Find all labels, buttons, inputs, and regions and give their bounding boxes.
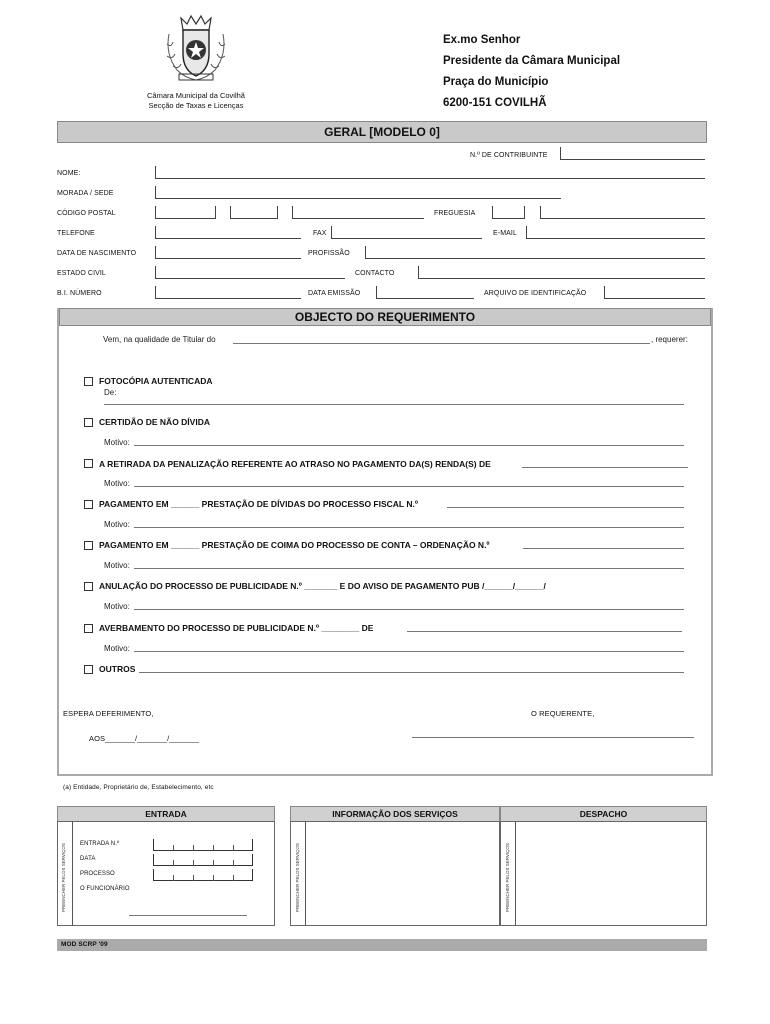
info-servicos-box[interactable]	[290, 821, 500, 926]
entrada-n-label: ENTRADA N.º	[80, 841, 120, 847]
data-emissao-field[interactable]	[376, 286, 474, 299]
codigo-postal-field-2[interactable]	[230, 206, 278, 219]
contribuinte-field[interactable]	[560, 147, 705, 160]
municipal-crest-icon	[163, 14, 229, 84]
estado-civil-field[interactable]	[155, 266, 345, 279]
nascimento-field[interactable]	[155, 246, 301, 259]
info-side-label: PREENCHER PELOS SERVIÇOS	[295, 843, 300, 912]
checkbox-pagamento-fiscal[interactable]	[84, 500, 93, 509]
nome-label: NOME:	[57, 170, 81, 177]
localidade-field[interactable]	[292, 206, 424, 219]
penalizacao-motivo-label: Motivo:	[104, 479, 130, 488]
freguesia-field-1[interactable]	[492, 206, 525, 219]
checkbox-fotocopia[interactable]	[84, 377, 93, 386]
despacho-header: DESPACHO	[500, 806, 707, 822]
info-side-divider	[305, 821, 306, 926]
email-field[interactable]	[526, 226, 705, 239]
section-geral-title: GERAL [MODELO 0]	[57, 121, 707, 143]
box-tick	[213, 875, 214, 881]
section-objecto-title: OBJECTO DO REQUERIMENTO	[59, 308, 711, 326]
box-tick	[193, 845, 194, 851]
box-tick	[173, 860, 174, 866]
penalizacao-label: A RETIRADA DA PENALIZAÇÃO REFERENTE AO ATRASO NO PAGAMENTO DA(S) RENDA(S) DE	[99, 459, 491, 469]
box-tick	[193, 860, 194, 866]
pagamento-fiscal-motivo-label: Motivo:	[104, 520, 130, 529]
nome-field[interactable]	[155, 166, 705, 179]
pagamento-fiscal-line[interactable]	[447, 507, 684, 508]
averbamento-motivo-line[interactable]	[134, 651, 684, 652]
morada-label: MORADA / SEDE	[57, 190, 114, 197]
checkbox-certidao[interactable]	[84, 418, 93, 427]
espera-deferimento: ESPERA DEFERIMENTO,	[63, 709, 154, 718]
anulacao-label: ANULAÇÃO DO PROCESSO DE PUBLICIDADE N.º _______ E DO AVISO DE PAGAMENTO PUB /______/______/	[99, 581, 546, 591]
box-tick	[233, 860, 234, 866]
codigo-postal-field-1[interactable]	[155, 206, 216, 219]
addressee-line-4: 6200-151 COVILHÃ	[443, 97, 547, 109]
certidao-motivo-line[interactable]	[134, 445, 684, 446]
funcionario-label: O FUNCIONÁRIO	[80, 886, 130, 892]
box-tick	[213, 845, 214, 851]
codigo-postal-label: CÓDIGO POSTAL	[57, 210, 116, 217]
entrada-side-divider	[72, 821, 73, 926]
model-code: MOD SCRP '09	[61, 941, 108, 948]
entrada-side-label: PREENCHER PELOS SERVIÇOS	[61, 843, 66, 912]
anulacao-motivo-line[interactable]	[134, 609, 684, 610]
funcionario-signature-line[interactable]	[129, 915, 247, 916]
checkbox-averbamento[interactable]	[84, 624, 93, 633]
penalizacao-line[interactable]	[522, 467, 688, 468]
intro-text: Vem, na qualidade de Titular do	[103, 335, 216, 344]
contacto-label: CONTACTO	[355, 270, 395, 277]
contacto-field[interactable]	[418, 266, 705, 279]
profissao-field[interactable]	[365, 246, 705, 259]
box-tick	[233, 875, 234, 881]
pagamento-coima-line[interactable]	[523, 548, 684, 549]
averbamento-label: AVERBAMENTO DO PROCESSO DE PUBLICIDADE N.º ________ DE	[99, 623, 374, 633]
telefone-label: TELEFONE	[57, 230, 95, 237]
box-tick	[193, 875, 194, 881]
aos-date: AOS_______/_______/_______	[89, 734, 200, 743]
certidao-label: CERTIDÃO DE NÃO DÍVIDA	[99, 417, 210, 427]
telefone-field[interactable]	[155, 226, 301, 239]
fotocopia-line[interactable]	[104, 404, 684, 405]
pagamento-coima-motivo-label: Motivo:	[104, 561, 130, 570]
arquivo-field[interactable]	[604, 286, 705, 299]
box-tick	[173, 875, 174, 881]
pagamento-coima-label: PAGAMENTO EM ______ PRESTAÇÃO DE COIMA DO PROCESSO DE CONTA – ORDENAÇÃO N.º	[99, 540, 490, 550]
despacho-side-divider	[515, 821, 516, 926]
box-tick	[233, 845, 234, 851]
box-tick	[173, 845, 174, 851]
checkbox-outros[interactable]	[84, 665, 93, 674]
outros-label: OUTROS	[99, 664, 136, 674]
fax-label: FAX	[313, 230, 327, 237]
addressee-line-3: Praça do Município	[443, 76, 549, 88]
averbamento-line[interactable]	[407, 631, 682, 632]
despacho-box[interactable]	[500, 821, 707, 926]
pagamento-fiscal-label: PAGAMENTO EM ______ PRESTAÇÃO DE DÍVIDAS DO PROCESSO FISCAL N.º	[99, 499, 418, 509]
o-requerente: O REQUERENTE,	[531, 709, 595, 718]
contribuinte-label: N.º DE CONTRIBUINTE	[470, 152, 548, 159]
averbamento-motivo-label: Motivo:	[104, 644, 130, 653]
morada-field[interactable]	[155, 186, 561, 199]
certidao-motivo-label: Motivo:	[104, 438, 130, 447]
despacho-side-label: PREENCHER PELOS SERVIÇOS	[505, 843, 510, 912]
processo-boxes[interactable]	[153, 869, 253, 881]
email-label: E-MAIL	[493, 230, 517, 237]
nascimento-label: DATA DE NASCIMENTO	[57, 250, 137, 257]
arquivo-label: ARQUIVO DE IDENTIFICAÇÃO	[484, 290, 587, 297]
profissao-label: PROFISSÃO	[308, 250, 350, 257]
bi-label: B.I. NÚMERO	[57, 290, 102, 297]
footnote: (a) Entidade, Proprietário de, Estabelecimento, etc	[63, 784, 214, 791]
freguesia-label: FREGUESIA	[434, 210, 476, 217]
fotocopia-label: FOTOCÓPIA AUTENTICADA	[99, 376, 213, 386]
data-boxes[interactable]	[153, 854, 253, 866]
freguesia-field-2[interactable]	[540, 206, 705, 219]
pagamento-coima-motivo-line[interactable]	[134, 568, 684, 569]
titular-line[interactable]	[233, 343, 650, 344]
data-label: DATA	[80, 856, 96, 862]
org-department: Secção de Taxas e Licenças	[148, 101, 244, 110]
pagamento-fiscal-motivo-line[interactable]	[134, 527, 684, 528]
box-tick	[213, 860, 214, 866]
entrada-n-boxes[interactable]	[153, 839, 253, 851]
org-name: Câmara Municipal da Covilhã	[147, 91, 245, 100]
fax-field[interactable]	[331, 226, 482, 239]
penalizacao-motivo-line[interactable]	[134, 486, 684, 487]
checkbox-pagamento-coima[interactable]	[84, 541, 93, 550]
data-emissao-label: DATA EMISSÃO	[308, 290, 361, 297]
signature-line[interactable]	[412, 737, 694, 738]
processo-label: PROCESSO	[80, 871, 115, 877]
anulacao-motivo-label: Motivo:	[104, 602, 130, 611]
model-bar	[57, 939, 707, 951]
addressee-line-2: Presidente da Câmara Municipal	[443, 55, 621, 67]
addressee-line-1: Ex.mo Senhor	[443, 34, 521, 46]
estado-civil-label: ESTADO CIVIL	[57, 270, 106, 277]
fotocopia-sub: De:	[104, 388, 117, 397]
bi-field[interactable]	[155, 286, 301, 299]
info-servicos-header: INFORMAÇÃO DOS SERVIÇOS	[290, 806, 500, 822]
outros-line[interactable]	[139, 672, 684, 673]
checkbox-anulacao[interactable]	[84, 582, 93, 591]
requerer-text: , requerer:	[651, 335, 688, 344]
checkbox-penalizacao[interactable]	[84, 459, 93, 468]
entrada-header: ENTRADA	[57, 806, 275, 822]
